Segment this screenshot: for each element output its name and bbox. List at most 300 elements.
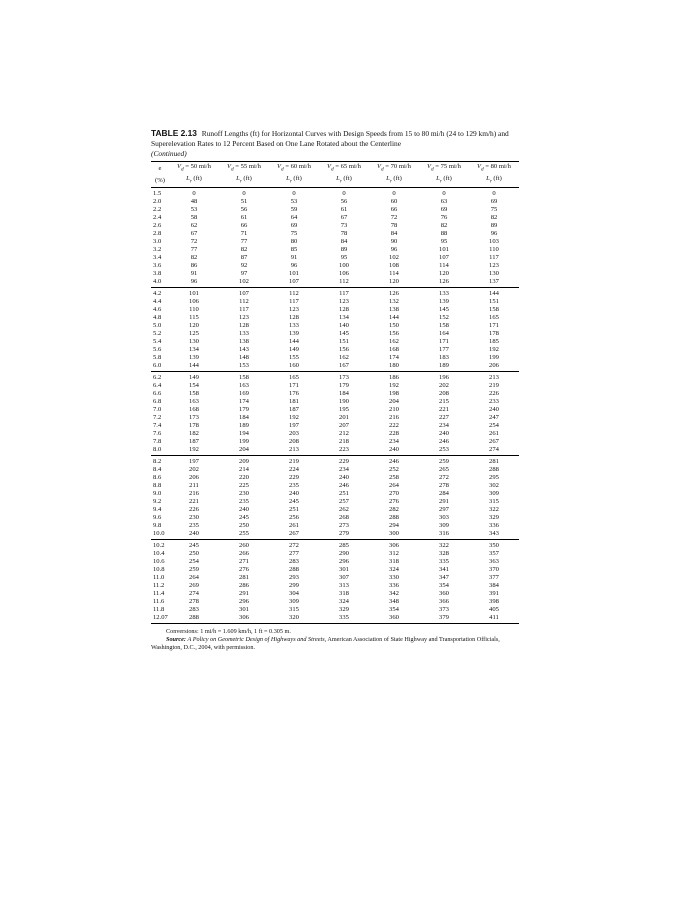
runoff-length-cell: 95	[340, 253, 348, 261]
runoff-length-cell: 329	[339, 606, 349, 614]
runoff-length-cell: 228	[389, 430, 399, 438]
runoff-length-cell: 96	[390, 245, 398, 253]
runoff-length-cell: 309	[439, 522, 449, 530]
runoff-length-cell: 219	[289, 458, 299, 466]
e-header: e	[151, 162, 169, 175]
runoff-length-cell: 189	[419, 362, 469, 372]
table-row	[151, 430, 519, 438]
runoff-length-cell: 268	[339, 514, 349, 522]
runoff-length-cell: 72	[190, 237, 198, 245]
runoff-length-cell: 59	[290, 205, 298, 213]
runoff-length-cell: 78	[340, 229, 348, 237]
runoff-length-cell: 296	[239, 598, 249, 606]
runoff-length-cell: 173	[189, 414, 199, 422]
row-group	[151, 187, 519, 287]
runoff-length-cell: 165	[489, 313, 499, 321]
runoff-length-cell: 261	[289, 522, 299, 530]
runoff-length-cell: 324	[389, 566, 399, 574]
runoff-length-cell: 125	[189, 329, 199, 337]
runoff-length-cell: 0	[342, 189, 346, 197]
runoff-length-cell: 96	[169, 278, 219, 288]
runoff-length-cell: 120	[189, 321, 199, 329]
superelevation-cell: 4.4	[153, 297, 162, 305]
runoff-length-cell: 192	[289, 414, 299, 422]
runoff-length-cell: 320	[269, 614, 319, 624]
runoff-length-cell: 313	[339, 582, 349, 590]
runoff-length-cell: 282	[389, 506, 399, 514]
runoff-length-cell: 174	[239, 398, 249, 406]
table-row	[151, 246, 519, 254]
table-row	[151, 306, 519, 314]
runoff-length-cell: 130	[489, 269, 499, 277]
superelevation-cell: 5.4	[153, 337, 162, 345]
runoff-length-cell: 112	[319, 278, 369, 288]
runoff-length-cell: 128	[289, 313, 299, 321]
runoff-length-cell: 139	[189, 353, 199, 361]
runoff-length-cell: 274	[189, 590, 199, 598]
table-number: TABLE 2.13	[151, 128, 197, 138]
runoff-length-cell: 180	[369, 362, 419, 372]
runoff-length-cell: 278	[439, 482, 449, 490]
runoff-length-cell: 254	[189, 558, 199, 566]
runoff-length-cell: 295	[489, 474, 499, 482]
superelevation-cell: 11.2	[153, 582, 165, 590]
table-row	[151, 338, 519, 346]
speed-header: $V_d = 75$ mi/h	[419, 162, 469, 175]
runoff-length-cell: 164	[439, 329, 449, 337]
superelevation-cell: 8.4	[153, 466, 162, 474]
table-row	[151, 540, 519, 551]
runoff-length-cell: 246	[339, 482, 349, 490]
runoff-length-cell: 274	[469, 446, 519, 456]
runoff-length-cell: 336	[389, 582, 399, 590]
table-row	[151, 198, 519, 206]
table-row	[151, 558, 519, 566]
superelevation-cell: 10.0	[151, 530, 169, 540]
runoff-length-cell: 0	[242, 189, 246, 197]
runoff-length-cell: 89	[340, 245, 348, 253]
table-row	[151, 422, 519, 430]
runoff-length-cell: 84	[390, 229, 398, 237]
runoff-length-cell: 411	[469, 614, 519, 624]
runoff-length-cell: 226	[489, 390, 499, 397]
speed-header: $V_d = 50$ mi/h	[169, 162, 219, 175]
superelevation-cell: 10.6	[153, 558, 165, 566]
runoff-length-cell: 181	[289, 398, 299, 406]
runoff-length-cell: 300	[369, 530, 419, 540]
table-row	[151, 278, 519, 288]
table-row	[151, 506, 519, 514]
table-row	[151, 322, 519, 330]
runoff-length-cell: 72	[390, 213, 398, 221]
runoff-length-cell: 192	[389, 381, 399, 389]
table-header	[151, 162, 519, 188]
table-row	[151, 614, 519, 624]
runoff-length-cell: 179	[239, 406, 249, 414]
runoff-length-cell: 348	[389, 598, 399, 606]
runoff-length-cell: 296	[339, 558, 349, 566]
superelevation-cell: 2.8	[153, 229, 162, 237]
runoff-length-cell: 354	[389, 606, 399, 614]
document-page	[151, 128, 529, 652]
runoff-length-cell: 69	[490, 197, 498, 205]
table-caption	[151, 128, 529, 159]
table-row	[151, 414, 519, 422]
length-header: $L_r$ (ft)	[269, 174, 319, 187]
table-row	[151, 214, 519, 222]
runoff-length-cell: 120	[369, 278, 419, 288]
superelevation-cell: 6.0	[151, 362, 169, 372]
table-notes	[151, 628, 529, 652]
runoff-length-cell: 234	[339, 466, 349, 474]
superelevation-cell: 5.6	[153, 345, 162, 353]
superelevation-cell: 10.2	[153, 542, 165, 550]
runoff-length-cell: 112	[239, 297, 249, 305]
runoff-length-cell: 283	[289, 558, 299, 566]
runoff-length-cell: 206	[189, 474, 199, 482]
runoff-length-cell: 192	[489, 345, 499, 353]
runoff-length-cell: 329	[489, 514, 499, 522]
runoff-length-cell: 318	[389, 558, 399, 566]
runoff-length-cell: 255	[219, 530, 269, 540]
runoff-length-cell: 229	[339, 458, 349, 466]
runoff-length-cell: 285	[339, 542, 349, 550]
source-rest: American Association of State Highway and Transportation Officials, Washington, D.C., 2004, with permission.	[151, 636, 500, 652]
runoff-length-cell: 202	[439, 381, 449, 389]
runoff-length-cell: 73	[340, 221, 348, 229]
table-row	[151, 406, 519, 414]
runoff-length-cell: 213	[489, 373, 499, 381]
runoff-length-cell: 254	[489, 422, 499, 430]
runoff-length-cell: 114	[389, 269, 399, 277]
runoff-length-cell: 51	[240, 197, 248, 205]
runoff-length-cell: 107	[239, 289, 249, 297]
runoff-length-cell: 234	[389, 438, 399, 446]
runoff-length-cell: 240	[369, 446, 419, 456]
runoff-length-cell: 91	[290, 253, 298, 261]
runoff-length-cell: 115	[189, 313, 199, 321]
runoff-length-cell: 149	[189, 373, 199, 381]
runoff-length-cell: 110	[489, 245, 499, 253]
speed-header: $V_d = 60$ mi/h	[269, 162, 319, 175]
runoff-length-cell: 270	[389, 490, 399, 498]
runoff-length-cell: 184	[239, 414, 249, 422]
runoff-length-cell: 190	[339, 398, 349, 406]
runoff-length-cell: 290	[339, 550, 349, 558]
caption-text: Runoff Lengths (ft) for Horizontal Curves with Design Speeds from 15 to 80 mi/h (24 to 129 km/h) and Superelevation Rates to 12 Percent Based on One Lane Rotated about the Centerline	[151, 129, 509, 148]
superelevation-cell: 7.8	[153, 438, 162, 446]
runoff-length-cell: 186	[389, 373, 399, 381]
runoff-length-cell: 138	[389, 305, 399, 313]
runoff-length-cell: 267	[269, 530, 319, 540]
runoff-length-cell: 316	[419, 530, 469, 540]
runoff-length-cell: 77	[240, 237, 248, 245]
runoff-length-cell: 149	[289, 345, 299, 353]
runoff-length-cell: 185	[489, 337, 499, 345]
runoff-length-cell: 82	[490, 213, 498, 221]
superelevation-cell: 6.8	[153, 398, 162, 406]
runoff-length-cell: 324	[339, 598, 349, 606]
runoff-length-cell: 284	[439, 490, 449, 498]
runoff-length-cell: 56	[340, 197, 348, 205]
runoff-length-cell: 225	[239, 482, 249, 490]
runoff-length-cell: 167	[319, 362, 369, 372]
runoff-length-cell: 306	[389, 542, 399, 550]
runoff-length-cell: 306	[219, 614, 269, 624]
runoff-length-cell: 117	[489, 253, 499, 261]
runoff-length-cell: 195	[339, 406, 349, 414]
runoff-length-cell: 245	[189, 542, 199, 550]
runoff-length-cell: 309	[489, 490, 499, 498]
runoff-length-cell: 128	[239, 321, 249, 329]
superelevation-cell: 6.6	[153, 390, 162, 397]
runoff-length-cell: 0	[442, 189, 446, 197]
runoff-length-cell: 230	[239, 490, 249, 498]
runoff-length-cell: 204	[219, 446, 269, 456]
superelevation-cell: 9.4	[153, 506, 162, 514]
runoff-length-cell: 197	[289, 422, 299, 430]
runoff-length-cell: 288	[489, 466, 499, 474]
runoff-length-cell: 204	[389, 398, 399, 406]
runoff-length-cell: 158	[239, 373, 249, 381]
table-row	[151, 262, 519, 270]
runoff-length-cell: 126	[419, 278, 469, 288]
runoff-length-cell: 341	[439, 566, 449, 574]
runoff-length-cell: 260	[239, 542, 249, 550]
length-header: $L_r$ (ft)	[319, 174, 369, 187]
runoff-length-cell: 246	[389, 458, 399, 466]
runoff-length-cell: 64	[290, 213, 298, 221]
superelevation-cell: 9.2	[153, 498, 162, 506]
runoff-length-cell: 208	[289, 438, 299, 446]
runoff-length-cell: 53	[190, 205, 198, 213]
superelevation-cell: 11.4	[153, 590, 165, 598]
runoff-length-cell: 134	[189, 345, 199, 353]
runoff-length-cell: 144	[169, 362, 219, 372]
table-row	[151, 530, 519, 540]
runoff-length-cell: 350	[489, 542, 499, 550]
runoff-length-cell: 108	[389, 261, 399, 269]
superelevation-cell: 8.0	[151, 446, 169, 456]
runoff-length-cell: 197	[189, 458, 199, 466]
runoff-length-cell: 61	[240, 213, 248, 221]
runoff-length-cell: 134	[339, 313, 349, 321]
runoff-length-cell: 71	[240, 229, 248, 237]
runoff-length-cell: 272	[439, 474, 449, 482]
runoff-length-cell: 211	[189, 482, 199, 490]
runoff-length-cell: 209	[239, 458, 249, 466]
runoff-length-cell: 163	[239, 381, 249, 389]
runoff-length-cell: 133	[289, 321, 299, 329]
runoff-length-cell: 357	[489, 550, 499, 558]
runoff-length-cell: 299	[289, 582, 299, 590]
runoff-length-cell: 224	[289, 466, 299, 474]
length-header: $L_r$ (ft)	[369, 174, 419, 187]
source-note	[151, 636, 529, 652]
runoff-length-cell: 230	[189, 514, 199, 522]
speed-header: $V_d = 80$ mi/h	[469, 162, 519, 175]
runoff-length-cell: 272	[289, 542, 299, 550]
superelevation-cell: 2.2	[153, 205, 162, 213]
table-row	[151, 514, 519, 522]
runoff-length-cell: 162	[389, 337, 399, 345]
runoff-length-cell: 212	[339, 430, 349, 438]
runoff-length-cell: 48	[190, 197, 198, 205]
superelevation-cell: 7.6	[153, 430, 162, 438]
runoff-length-cell: 198	[389, 390, 399, 397]
runoff-length-cell: 173	[339, 373, 349, 381]
superelevation-cell: 9.8	[153, 522, 162, 530]
runoff-length-cell: 126	[389, 289, 399, 297]
runoff-length-cell: 301	[339, 566, 349, 574]
superelevation-cell: 2.6	[153, 221, 162, 229]
table-row	[151, 482, 519, 490]
runoff-length-cell: 145	[339, 329, 349, 337]
runoff-length-cell: 199	[489, 353, 499, 361]
runoff-length-cell: 240	[489, 406, 499, 414]
superelevation-cell: 12.07	[151, 614, 169, 624]
table-row	[151, 371, 519, 382]
runoff-length-cell: 69	[440, 205, 448, 213]
runoff-length-cell: 67	[190, 229, 198, 237]
runoff-length-cell: 219	[489, 381, 499, 389]
source-label: Source:	[166, 636, 186, 644]
length-header: $L_r$ (ft)	[219, 174, 269, 187]
runoff-length-cell: 101	[439, 245, 449, 253]
runoff-length-cell: 240	[289, 490, 299, 498]
runoff-length-cell: 222	[389, 422, 399, 430]
runoff-length-cell: 84	[340, 237, 348, 245]
row-group	[151, 456, 519, 540]
runoff-length-cell: 391	[489, 590, 499, 598]
superelevation-cell: 8.8	[153, 482, 162, 490]
runoff-length-cell: 61	[340, 205, 348, 213]
superelevation-cell: 5.2	[153, 329, 162, 337]
runoff-length-cell: 171	[489, 321, 499, 329]
table-row	[151, 490, 519, 498]
runoff-length-cell: 123	[489, 261, 499, 269]
table-row	[151, 598, 519, 606]
runoff-length-cell: 207	[339, 422, 349, 430]
runoff-length-cell: 267	[489, 438, 499, 446]
runoff-length-cell: 215	[439, 398, 449, 406]
runoff-length-cell: 384	[489, 582, 499, 590]
table-row	[151, 270, 519, 278]
runoff-length-cell: 144	[289, 337, 299, 345]
runoff-length-cell: 53	[290, 197, 298, 205]
runoff-length-cell: 158	[489, 305, 499, 313]
runoff-length-cell: 194	[239, 430, 249, 438]
runoff-length-cell: 286	[239, 582, 249, 590]
runoff-length-cell: 168	[389, 345, 399, 353]
table-row	[151, 222, 519, 230]
runoff-length-cell: 130	[189, 337, 199, 345]
runoff-length-cell: 76	[440, 213, 448, 221]
runoff-length-cell: 150	[389, 321, 399, 329]
runoff-length-cell: 259	[439, 458, 449, 466]
runoff-length-cell: 269	[189, 582, 199, 590]
runoff-length-cell: 151	[489, 297, 499, 305]
runoff-length-cell: 293	[289, 574, 299, 582]
superelevation-cell: 5.0	[153, 321, 162, 329]
runoff-length-cell: 223	[319, 446, 369, 456]
runoff-length-cell: 56	[240, 205, 248, 213]
runoff-length-cell: 145	[439, 305, 449, 313]
runoff-length-cell: 307	[339, 574, 349, 582]
runoff-length-cell: 250	[189, 550, 199, 558]
superelevation-cell: 4.6	[153, 305, 162, 313]
runoff-length-cell: 342	[389, 590, 399, 598]
runoff-length-cell: 85	[290, 245, 298, 253]
table-row	[151, 522, 519, 530]
runoff-length-cell: 165	[289, 373, 299, 381]
runoff-length-cell: 114	[439, 261, 449, 269]
runoff-length-cell: 179	[339, 381, 349, 389]
runoff-length-cell: 264	[389, 482, 399, 490]
runoff-length-cell: 322	[489, 506, 499, 514]
runoff-length-cell: 233	[489, 398, 499, 406]
runoff-length-cell: 398	[489, 598, 499, 606]
runoff-length-cell: 328	[439, 550, 449, 558]
superelevation-cell: 2.0	[153, 197, 162, 205]
runoff-length-cell: 278	[189, 598, 199, 606]
runoff-length-cell: 318	[339, 590, 349, 598]
runoff-length-cell: 110	[189, 305, 199, 313]
length-header: $L_r$ (ft)	[169, 174, 219, 187]
runoff-length-cell: 240	[439, 430, 449, 438]
runoff-length-cell: 102	[389, 253, 399, 261]
runoff-length-cell: 86	[190, 261, 198, 269]
runoff-length-cell: 336	[489, 522, 499, 530]
runoff-length-cell: 80	[290, 237, 298, 245]
runoff-length-cell: 251	[339, 490, 349, 498]
runoff-length-cell: 247	[489, 414, 499, 422]
runoff-length-cell: 67	[340, 213, 348, 221]
runoff-length-cell: 281	[239, 574, 249, 582]
table-row	[151, 390, 519, 398]
runoff-length-cell: 354	[439, 582, 449, 590]
runoff-length-cell: 240	[169, 530, 219, 540]
runoff-length-cell: 96	[490, 229, 498, 237]
runoff-length-cell: 257	[339, 498, 349, 506]
runoff-length-cell: 171	[289, 381, 299, 389]
superelevation-cell: 2.4	[153, 213, 162, 221]
table-row	[151, 238, 519, 246]
runoff-length-cell: 184	[339, 390, 349, 397]
runoff-length-cell: 335	[439, 558, 449, 566]
runoff-length-cell: 360	[439, 590, 449, 598]
superelevation-cell: 9.0	[153, 490, 162, 498]
runoff-length-cell: 117	[339, 289, 349, 297]
runoff-length-cell: 133	[239, 329, 249, 337]
runoff-length-cell: 297	[439, 506, 449, 514]
runoff-length-cell: 405	[489, 606, 499, 614]
runoff-length-cell: 82	[440, 221, 448, 229]
runoff-length-cell: 144	[389, 313, 399, 321]
runoff-length-cell: 101	[289, 269, 299, 277]
runoff-length-cell: 245	[289, 498, 299, 506]
superelevation-cell: 7.4	[153, 422, 162, 430]
runoff-length-cell: 234	[439, 422, 449, 430]
runoff-length-cell: 213	[269, 446, 319, 456]
runoff-length-cell: 174	[389, 353, 399, 361]
runoff-length-cell: 92	[240, 261, 248, 269]
table-row	[151, 206, 519, 214]
runoff-length-cell: 87	[240, 253, 248, 261]
runoff-length-cell: 152	[439, 313, 449, 321]
runoff-length-cell: 262	[339, 506, 349, 514]
speed-header: $V_d = 65$ mi/h	[319, 162, 369, 175]
